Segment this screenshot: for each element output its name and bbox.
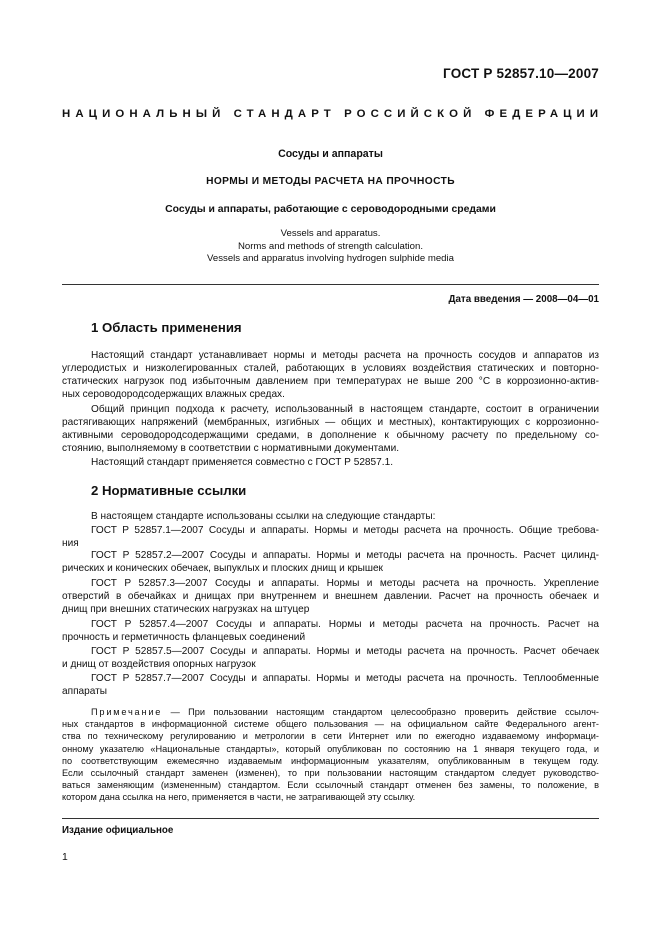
references-note	[62, 706, 599, 804]
text-line: ГОСТ Р 52857.1—2007 Сосуды и аппараты. Нормы и методы расчета на прочность. Общие требова-	[91, 525, 599, 536]
text-line: ных сероводородсодержащих влажных средах.	[62, 389, 285, 400]
english-title-line: Vessels and apparatus involving hydrogen sulphide media	[207, 253, 454, 265]
page-number: 1	[62, 852, 68, 863]
text-line: растягивающих напряжений (мембранных, изгибных — общих и местных), контактирующих с коррозионно-	[62, 417, 599, 428]
english-title-line: Vessels and apparatus.	[280, 228, 381, 239]
text-line: по соответствующим ежемесячно издаваемым информационным указателям, опубликованным в текущем году.	[62, 755, 599, 766]
text-line: ГОСТ Р 52857.5—2007 Сосуды и аппараты. Нормы и методы расчета на прочность. Расчет обечаек	[91, 646, 599, 657]
scope-paragraph-3	[62, 456, 599, 469]
reference-item	[62, 577, 599, 616]
text-line: статических нагрузок под избыточным давлением при температурах не выше 200 °С в коррозионно-актив-	[62, 376, 599, 387]
standard-code: ГОСТ Р 52857.10—2007	[443, 66, 599, 81]
header-divider	[62, 284, 599, 285]
text-line: рических и конических обечаек, выпуклых и плоских днищ и крышек	[62, 563, 383, 574]
text-line: Настоящий стандарт устанавливает нормы и методы расчета на прочность сосудов и аппаратов из	[91, 350, 599, 361]
reference-item	[62, 524, 599, 550]
text-line: ния	[62, 538, 79, 549]
footer-divider	[62, 818, 599, 819]
document-title: Сосуды и аппараты	[278, 148, 383, 160]
text-line: углеродистых и низколегированных сталей, работающих в условиях воздействия статических и повторно-	[62, 363, 599, 374]
note-text: — При пользовании настоящим стандартом целесообразно проверить действие ссылоч-	[162, 707, 599, 717]
text-line: отверстий в обечайках и днищах при внутреннем и внешнем давлении. Расчет на прочность обечаек и	[62, 591, 599, 602]
introduction-date: Дата введения — 2008—04—01	[448, 294, 599, 305]
text-line: прочность и герметичность фланцевых соединений	[62, 632, 306, 643]
text-line: Общий принцип подхода к расчету, использованный в настоящем стандарте, состоит в ограничении	[91, 404, 599, 415]
text-line: Если ссылочный стандарт заменен (изменен), то при пользовании настоящим стандартом следует руководство-	[62, 768, 599, 779]
document-part-title: Сосуды и аппараты, работающие с сероводородными средами	[165, 204, 496, 215]
text-line: ГОСТ Р 52857.7—2007 Сосуды и аппараты. Нормы и методы расчета на прочность. Теплообменные	[91, 673, 599, 684]
text-line: ГОСТ Р 52857.2—2007 Сосуды и аппараты. Нормы и методы расчета на прочность. Расчет цилинд-	[91, 550, 599, 561]
references-intro	[62, 510, 599, 523]
text-line: днищ при внешних статических нагрузках на штуцер	[62, 604, 310, 615]
note-label: Примечание	[91, 707, 163, 717]
national-standard-title: НАЦИОНАЛЬНЫЙ СТАНДАРТ РОССИЙСКОЙ ФЕДЕРАЦИИ	[62, 108, 604, 120]
text-line: ГОСТ Р 52857.3—2007 Сосуды и аппараты. Нормы и методы расчета на прочность. Укрепление	[91, 578, 599, 589]
english-title	[62, 228, 599, 266]
text-line: ных стандартов в информационной системе общего пользования — на официальном сайте Федерального агент-	[62, 719, 599, 730]
text-line: онному указателю «Национальные стандарты», который опубликован по состоянию на 1 января текущего года, и	[62, 743, 599, 754]
text-line: и днищ от воздействия опорных нагрузок	[62, 659, 256, 670]
text-line: аппараты	[62, 686, 108, 697]
reference-item	[62, 549, 599, 575]
text-line: ства по техническому регулированию и метрологии в сети Интернет или по ежегодно издаваемому информаци-	[62, 731, 599, 742]
reference-item	[62, 672, 599, 698]
section-heading-scope: 1 Область применения	[91, 320, 242, 335]
section-heading-references: 2 Нормативные ссылки	[91, 483, 247, 498]
scope-paragraph-1	[62, 349, 599, 401]
text-line: котором дана ссылка на него, применяется в части, не затрагивающей эту ссылку.	[62, 792, 416, 803]
text-line: активными сероводородсодержащими средами, в дополнение к обычному расчету по предельному со-	[62, 430, 599, 441]
text-line: стоянию, выполняемому в соответствии с нормативными документами.	[62, 443, 400, 454]
text-line: ваться заменяющим (измененным) стандартом. Если ссылочный стандарт отменен без замены, то положение, в	[62, 780, 599, 791]
official-edition-label: Издание официальное	[62, 825, 174, 836]
text-line: ГОСТ Р 52857.4—2007 Сосуды и аппараты. Нормы и методы расчета на прочность. Расчет на	[91, 619, 599, 630]
document-subtitle: НОРМЫ И МЕТОДЫ РАСЧЕТА НА ПРОЧНОСТЬ	[206, 176, 455, 187]
text-line: В настоящем стандарте использованы ссылки на следующие стандарты:	[91, 511, 436, 522]
text-line: Настоящий стандарт применяется совместно с ГОСТ Р 52857.1.	[91, 457, 393, 468]
reference-item	[62, 618, 599, 644]
scope-paragraph-2	[62, 403, 599, 455]
reference-item	[62, 645, 599, 671]
note-first-line	[62, 706, 599, 718]
english-title-line: Norms and methods of strength calculation.	[237, 240, 424, 252]
